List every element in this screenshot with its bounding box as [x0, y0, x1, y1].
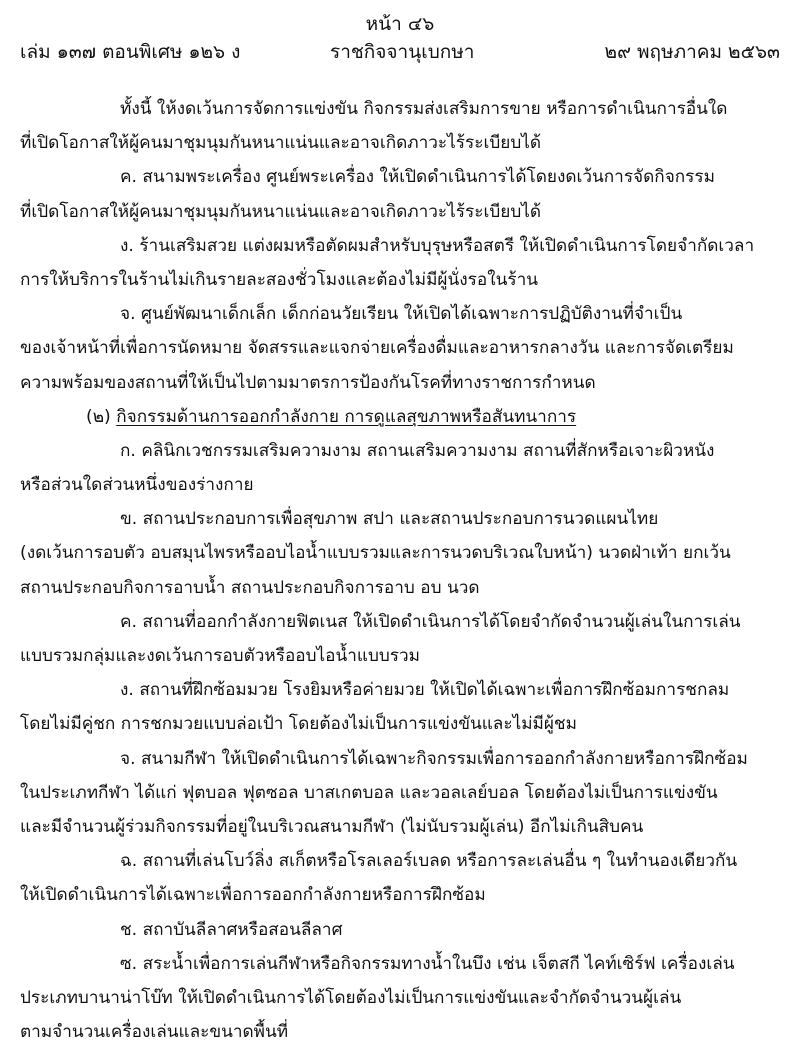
text-line: ในประเภทกีฬา ได้แก่ ฟุตบอล ฟุตซอล บาสเกตบอล และวอลเลย์บอล โดยต้องไม่เป็นการแข่งขัน: [20, 782, 718, 803]
publication-name: ราชกิจจานุเบกษา: [330, 41, 475, 63]
text-line: ค. สนามพระเครื่อง ศูนย์พระเครื่อง ให้เปิดดำเนินการได้โดยงดเว้นการจัดกิจกรรม: [120, 167, 715, 188]
text-line: หรือส่วนใดส่วนหนึ่งของร่างกาย: [20, 475, 254, 496]
text-line: ตามจำนวนเครื่องเล่นและขนาดพื้นที่: [20, 1022, 289, 1043]
text-line: ทั้งนี้ ให้งดเว้นการจัดการแข่งขัน กิจกรรมส่งเสริมการขาย หรือการดำเนินการอื่นใด: [120, 99, 728, 119]
section-heading: [20, 400, 784, 434]
text-line: โดยไม่มีคู่ชก การชกมวยแบบล่อเป้า โดยต้องไม่เป็นการแข่งขันและไม่มีผู้ชม: [20, 714, 577, 735]
text-line: ข. สถานประกอบการเพื่อสุขภาพ สปา และสถานประกอบการนวดแผนไทย: [120, 509, 659, 530]
document-body: [20, 92, 784, 1049]
volume-info: เล่ม ๑๓๗ ตอนพิเศษ ๑๒๖ ง: [20, 41, 241, 63]
text-line: ง. ร้านเสริมสวย แต่งผมหรือตัดผมสำหรับบุรุษหรือสตรี ให้เปิดดำเนินการโดยจำกัดเวลา: [120, 235, 755, 256]
text-line: สถานประกอบกิจการอาบน้ำ สถานประกอบกิจการอาบ อบ นวด: [20, 577, 480, 598]
text-line: แบบรวมกลุ่มและงดเว้นการอบตัวหรืออบไอน้ำแบบรวม: [20, 646, 420, 666]
text-line: จ. สนามกีฬา ให้เปิดดำเนินการได้เฉพาะกิจกรรมเพื่อการออกกำลังกายหรือการฝึกซ้อม: [120, 748, 748, 769]
text-line: ช. สถาบันลีลาศหรือสอนลีลาศ: [120, 919, 343, 940]
section-number: (๒): [86, 406, 111, 427]
text-line: ที่เปิดโอกาสให้ผู้คนมาชุมนุมกันหนาแน่นและอาจเกิดภาวะไร้ระเบียบได้: [20, 133, 542, 154]
text-line: ของเจ้าหน้าที่เพื่อการนัดหมาย จัดสรรและแจกจ่ายเครื่องดื่มและอาหารกลางวัน และการจัดเตรียม: [20, 338, 734, 359]
page-number: หน้า ๔๖: [365, 13, 435, 35]
text-line: ฉ. สถานที่เล่นโบว์ลิ่ง สเก็ตหรือโรลเลอร์เบลด หรือการละเล่นอื่น ๆ ในทำนองเดียวกัน: [120, 851, 738, 872]
text-line: (งดเว้นการอบตัว อบสมุนไพรหรืออบไอน้ำแบบรวมและการนวดบริเวณใบหน้า) นวดฝ่าเท้า ยกเว้น: [20, 543, 731, 564]
text-line: ค. สถานที่ออกกำลังกายฟิตเนส ให้เปิดดำเนินการได้โดยจำกัดจำนวนผู้เล่นในการเล่น: [120, 611, 741, 632]
publication-date: ๒๙ พฤษภาคม ๒๕๖๓: [604, 41, 780, 63]
text-line: ง. สถานที่ฝึกซ้อมมวย โรงยิมหรือค่ายมวย ให้เปิดได้เฉพาะเพื่อการฝึกซ้อมการชกลม: [120, 680, 730, 701]
text-line: การให้บริการในร้านไม่เกินรายละสองชั่วโมงและต้องไม่มีผู้นั่งรอในร้าน: [20, 269, 538, 290]
text-line: จ. ศูนย์พัฒนาเด็กเล็ก เด็กก่อนวัยเรียน ให้เปิดได้เฉพาะการปฏิบัติงานที่จำเป็น: [120, 304, 683, 325]
gazette-meta: [0, 40, 800, 64]
text-line: ที่เปิดโอกาสให้ผู้คนมาชุมนุมกันหนาแน่นและอาจเกิดภาวะไร้ระเบียบได้: [20, 201, 542, 222]
text-line: ประเภทบานาน่าโบ๊ท ให้เปิดดำเนินการได้โดยต้องไม่เป็นการแข่งขันและจำกัดจำนวนผู้เล่น: [20, 987, 682, 1008]
text-line: ซ. สระน้ำเพื่อการเล่นกีฬาหรือกิจกรรมทางน้ำในบึง เช่น เจ็ตสกี ไคท์เซิร์ฟ เครื่องเล่น: [120, 953, 735, 974]
section-title: กิจกรรมด้านการออกกำลังกาย การดูแลสุขภาพหรือสันทนาการ: [116, 406, 577, 427]
text-line: ก. คลินิกเวชกรรมเสริมความงาม สถานเสริมความงาม สถานที่สักหรือเจาะผิวหนัง: [120, 440, 715, 461]
text-line: ความพร้อมของสถานที่ให้เป็นไปตามมาตรการป้องกันโรคที่ทางราชการกำหนด: [20, 372, 596, 393]
text-line: และมีจำนวนผู้ร่วมกิจกรรมที่อยู่ในบริเวณสนามกีฬา (ไม่นับรวมผู้เล่น) อีกไม่เกินสิบคน: [20, 816, 644, 837]
text-line: ให้เปิดดำเนินการได้เฉพาะเพื่อการออกกำลังกายหรือการฝึกซ้อม: [20, 885, 486, 906]
